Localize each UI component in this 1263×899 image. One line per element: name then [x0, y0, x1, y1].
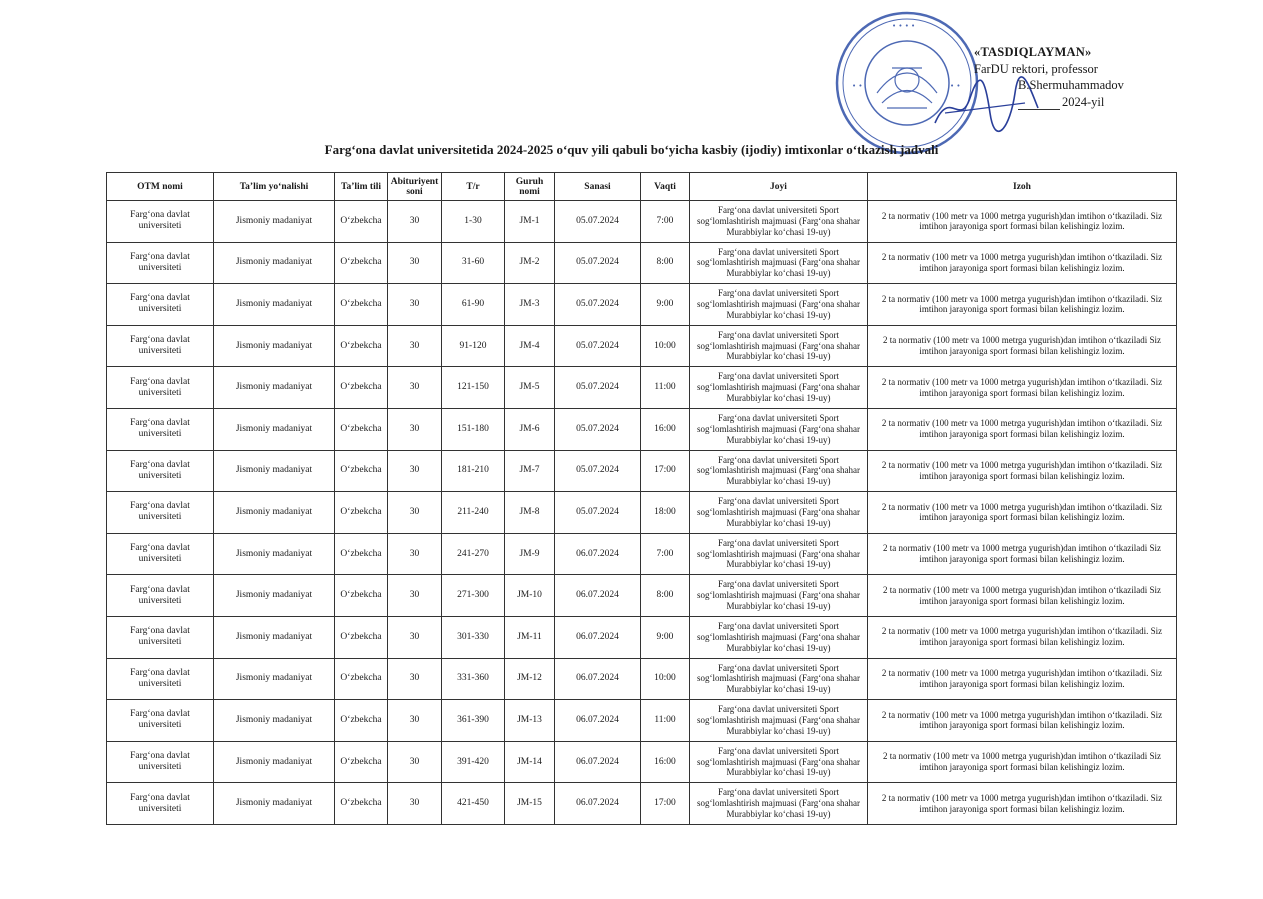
number-range-cell: 271-300 — [442, 575, 505, 617]
place-cell: Farg‘ona davlat universiteti Sport sog‘lomlashtirish majmuasi (Farg‘ona shahar Murabbiylar ko‘chasi 19-uy) — [690, 783, 868, 825]
date-cell: 06.07.2024 — [555, 700, 641, 742]
svg-text:• •: • • — [950, 82, 961, 90]
place-cell: Farg‘ona davlat universiteti Sport sog‘lomlashtirish majmuasi (Farg‘ona shahar Murabbiylar ko‘chasi 19-uy) — [690, 325, 868, 367]
note-cell: 2 ta normativ (100 metr va 1000 metrga yugurish)dan imtihon o‘tkaziladi. Siz imtihon jarayoniga sport formasi bilan kelishingiz lozim. — [868, 284, 1177, 326]
time-cell: 10:00 — [641, 325, 690, 367]
otm-cell: Farg‘ona davlat universiteti — [107, 533, 214, 575]
header-place: Joyi — [690, 173, 868, 201]
table-row — [107, 284, 1177, 326]
table-row — [107, 533, 1177, 575]
svg-text:• • • •: • • • • — [892, 22, 916, 30]
header-direction: Ta’lim yo‘nalishi — [214, 173, 335, 201]
group-cell: JM-9 — [505, 533, 555, 575]
time-cell: 16:00 — [641, 741, 690, 783]
time-cell: 11:00 — [641, 700, 690, 742]
number-range-cell: 91-120 — [442, 325, 505, 367]
approval-date-line — [966, 94, 1124, 111]
language-cell: O‘zbekcha — [335, 700, 388, 742]
date-cell: 06.07.2024 — [555, 783, 641, 825]
time-cell: 11:00 — [641, 367, 690, 409]
group-cell: JM-10 — [505, 575, 555, 617]
note-cell: 2 ta normativ (100 metr va 1000 metrga yugurish)dan imtihon o‘tkaziladi. Siz imtihon jarayoniga sport formasi bilan kelishingiz lozim. — [868, 783, 1177, 825]
date-cell: 06.07.2024 — [555, 741, 641, 783]
approval-position: FarDU rektori, professor — [974, 61, 1098, 76]
table-row — [107, 492, 1177, 534]
header-date: Sanasi — [555, 173, 641, 201]
date-blank — [1018, 97, 1060, 110]
applicants-cell: 30 — [388, 783, 442, 825]
language-cell: O‘zbekcha — [335, 616, 388, 658]
number-range-cell: 331-360 — [442, 658, 505, 700]
note-cell: 2 ta normativ (100 metr va 1000 metrga yugurish)dan imtihon o‘tkaziladi Siz imtihon jarayoniga sport formasi bilan kelishingiz lozim. — [868, 741, 1177, 783]
document-title: Farg‘ona davlat universitetida 2024-2025 o‘quv yili qabuli bo‘yicha kasbiy (ijodiy) imtixonlar o‘tkazish jadvali — [324, 142, 939, 157]
otm-cell: Farg‘ona davlat universiteti — [107, 284, 214, 326]
language-cell: O‘zbekcha — [335, 533, 388, 575]
language-cell: O‘zbekcha — [335, 658, 388, 700]
table-row — [107, 741, 1177, 783]
language-cell: O‘zbekcha — [335, 408, 388, 450]
language-cell: O‘zbekcha — [335, 367, 388, 409]
note-cell: 2 ta normativ (100 metr va 1000 metrga yugurish)dan imtihon o‘tkaziladi. Siz imtihon jarayoniga sport formasi bilan kelishingiz lozim. — [868, 616, 1177, 658]
group-cell: JM-1 — [505, 201, 555, 243]
time-cell: 8:00 — [641, 242, 690, 284]
note-cell: 2 ta normativ (100 metr va 1000 metrga yugurish)dan imtihon o‘tkaziladi. Siz imtihon jarayoniga sport formasi bilan kelishingiz lozim. — [868, 367, 1177, 409]
table-row — [107, 783, 1177, 825]
language-cell: O‘zbekcha — [335, 284, 388, 326]
otm-cell: Farg‘ona davlat universiteti — [107, 492, 214, 534]
time-cell: 18:00 — [641, 492, 690, 534]
date-cell: 06.07.2024 — [555, 533, 641, 575]
applicants-cell: 30 — [388, 575, 442, 617]
time-cell: 10:00 — [641, 658, 690, 700]
header-number: T/r — [442, 173, 505, 201]
time-cell: 9:00 — [641, 616, 690, 658]
direction-cell: Jismoniy madaniyat — [214, 450, 335, 492]
place-cell: Farg‘ona davlat universiteti Sport sog‘lomlashtirish majmuasi (Farg‘ona shahar Murabbiylar ko‘chasi 19-uy) — [690, 658, 868, 700]
time-cell: 17:00 — [641, 450, 690, 492]
place-cell: Farg‘ona davlat universiteti Sport sog‘lomlashtirish majmuasi (Farg‘ona shahar Murabbiylar ko‘chasi 19-uy) — [690, 367, 868, 409]
date-cell: 05.07.2024 — [555, 450, 641, 492]
header-note: Izoh — [868, 173, 1177, 201]
place-cell: Farg‘ona davlat universiteti Sport sog‘lomlashtirish majmuasi (Farg‘ona shahar Murabbiylar ko‘chasi 19-uy) — [690, 533, 868, 575]
table-row — [107, 658, 1177, 700]
applicants-cell: 30 — [388, 741, 442, 783]
date-cell: 05.07.2024 — [555, 325, 641, 367]
number-range-cell: 181-210 — [442, 450, 505, 492]
place-cell: Farg‘ona davlat universiteti Sport sog‘lomlashtirish majmuasi (Farg‘ona shahar Murabbiylar ko‘chasi 19-uy) — [690, 450, 868, 492]
date-cell: 05.07.2024 — [555, 408, 641, 450]
otm-cell: Farg‘ona davlat universiteti — [107, 325, 214, 367]
number-range-cell: 421-450 — [442, 783, 505, 825]
direction-cell: Jismoniy madaniyat — [214, 575, 335, 617]
note-cell: 2 ta normativ (100 metr va 1000 metrga yugurish)dan imtihon o‘tkaziladi. Siz imtihon jarayoniga sport formasi bilan kelishingiz lozim. — [868, 201, 1177, 243]
otm-cell: Farg‘ona davlat universiteti — [107, 783, 214, 825]
language-cell: O‘zbekcha — [335, 741, 388, 783]
table-body — [107, 201, 1177, 825]
applicants-cell: 30 — [388, 533, 442, 575]
table-row — [107, 325, 1177, 367]
place-cell: Farg‘ona davlat universiteti Sport sog‘lomlashtirish majmuasi (Farg‘ona shahar Murabbiylar ko‘chasi 19-uy) — [690, 575, 868, 617]
group-cell: JM-12 — [505, 658, 555, 700]
note-cell: 2 ta normativ (100 metr va 1000 metrga yugurish)dan imtihon o‘tkaziladi. Siz imtihon jarayoniga sport formasi bilan kelishingiz lozim. — [868, 492, 1177, 534]
group-cell: JM-2 — [505, 242, 555, 284]
place-cell: Farg‘ona davlat universiteti Sport sog‘lomlashtirish majmuasi (Farg‘ona shahar Murabbiylar ko‘chasi 19-uy) — [690, 741, 868, 783]
note-cell: 2 ta normativ (100 metr va 1000 metrga yugurish)dan imtihon o‘tkaziladi. Siz imtihon jarayoniga sport formasi bilan kelishingiz lozim. — [868, 242, 1177, 284]
direction-cell: Jismoniy madaniyat — [214, 284, 335, 326]
note-cell: 2 ta normativ (100 metr va 1000 metrga yugurish)dan imtihon o‘tkaziladi. Siz imtihon jarayoniga sport formasi bilan kelishingiz lozim. — [868, 658, 1177, 700]
place-cell: Farg‘ona davlat universiteti Sport sog‘lomlashtirish majmuasi (Farg‘ona shahar Murabbiylar ko‘chasi 19-uy) — [690, 242, 868, 284]
date-cell: 06.07.2024 — [555, 575, 641, 617]
group-cell: JM-15 — [505, 783, 555, 825]
number-range-cell: 121-150 — [442, 367, 505, 409]
direction-cell: Jismoniy madaniyat — [214, 201, 335, 243]
table-header-row — [107, 173, 1177, 201]
group-cell: JM-6 — [505, 408, 555, 450]
date-cell: 06.07.2024 — [555, 616, 641, 658]
group-cell: JM-3 — [505, 284, 555, 326]
language-cell: O‘zbekcha — [335, 201, 388, 243]
direction-cell: Jismoniy madaniyat — [214, 492, 335, 534]
group-cell: JM-7 — [505, 450, 555, 492]
table-row — [107, 575, 1177, 617]
direction-cell: Jismoniy madaniyat — [214, 700, 335, 742]
approval-name: B.Shermuhammadov — [1018, 78, 1124, 92]
note-cell: 2 ta normativ (100 metr va 1000 metrga yugurish)dan imtihon o‘tkaziladi Siz imtihon jarayoniga sport formasi bilan kelishingiz lozim. — [868, 533, 1177, 575]
place-cell: Farg‘ona davlat universiteti Sport sog‘lomlashtirish majmuasi (Farg‘ona shahar Murabbiylar ko‘chasi 19-uy) — [690, 408, 868, 450]
table-row — [107, 367, 1177, 409]
otm-cell: Farg‘ona davlat universiteti — [107, 575, 214, 617]
applicants-cell: 30 — [388, 658, 442, 700]
direction-cell: Jismoniy madaniyat — [214, 408, 335, 450]
table-row — [107, 408, 1177, 450]
header-otm: OTM nomi — [107, 173, 214, 201]
language-cell: O‘zbekcha — [335, 783, 388, 825]
exam-schedule-table — [106, 172, 1177, 825]
group-cell: JM-11 — [505, 616, 555, 658]
direction-cell: Jismoniy madaniyat — [214, 242, 335, 284]
time-cell: 7:00 — [641, 201, 690, 243]
applicants-cell: 30 — [388, 616, 442, 658]
number-range-cell: 361-390 — [442, 700, 505, 742]
applicants-cell: 30 — [388, 700, 442, 742]
direction-cell: Jismoniy madaniyat — [214, 783, 335, 825]
language-cell: O‘zbekcha — [335, 492, 388, 534]
direction-cell: Jismoniy madaniyat — [214, 325, 335, 367]
number-range-cell: 151-180 — [442, 408, 505, 450]
otm-cell: Farg‘ona davlat universiteti — [107, 658, 214, 700]
direction-cell: Jismoniy madaniyat — [214, 616, 335, 658]
time-cell: 17:00 — [641, 783, 690, 825]
otm-cell: Farg‘ona davlat universiteti — [107, 450, 214, 492]
table-row — [107, 616, 1177, 658]
place-cell: Farg‘ona davlat universiteti Sport sog‘lomlashtirish majmuasi (Farg‘ona shahar Murabbiylar ko‘chasi 19-uy) — [690, 284, 868, 326]
language-cell: O‘zbekcha — [335, 325, 388, 367]
date-cell: 06.07.2024 — [555, 658, 641, 700]
time-cell: 7:00 — [641, 533, 690, 575]
svg-text:• •: • • — [852, 82, 863, 90]
header-applicants: Abituriyent soni — [388, 173, 442, 201]
otm-cell: Farg‘ona davlat universiteti — [107, 408, 214, 450]
applicants-cell: 30 — [388, 284, 442, 326]
group-cell: JM-14 — [505, 741, 555, 783]
direction-cell: Jismoniy madaniyat — [214, 658, 335, 700]
direction-cell: Jismoniy madaniyat — [214, 533, 335, 575]
otm-cell: Farg‘ona davlat universiteti — [107, 242, 214, 284]
language-cell: O‘zbekcha — [335, 575, 388, 617]
applicants-cell: 30 — [388, 201, 442, 243]
number-range-cell: 241-270 — [442, 533, 505, 575]
applicants-cell: 30 — [388, 242, 442, 284]
place-cell: Farg‘ona davlat universiteti Sport sog‘lomlashtirish majmuasi (Farg‘ona shahar Murabbiylar ko‘chasi 19-uy) — [690, 201, 868, 243]
otm-cell: Farg‘ona davlat universiteti — [107, 616, 214, 658]
applicants-cell: 30 — [388, 325, 442, 367]
applicants-cell: 30 — [388, 408, 442, 450]
number-range-cell: 391-420 — [442, 741, 505, 783]
direction-cell: Jismoniy madaniyat — [214, 367, 335, 409]
approval-block — [966, 44, 1124, 110]
note-cell: 2 ta normativ (100 metr va 1000 metrga yugurish)dan imtihon o‘tkaziladi Siz imtihon jarayoniga sport formasi bilan kelishingiz lozim. — [868, 575, 1177, 617]
time-cell: 9:00 — [641, 284, 690, 326]
place-cell: Farg‘ona davlat universiteti Sport sog‘lomlashtirish majmuasi (Farg‘ona shahar Murabbiylar ko‘chasi 19-uy) — [690, 616, 868, 658]
date-cell: 05.07.2024 — [555, 201, 641, 243]
table-row — [107, 201, 1177, 243]
time-cell: 8:00 — [641, 575, 690, 617]
direction-cell: Jismoniy madaniyat — [214, 741, 335, 783]
header-group: Guruh nomi — [505, 173, 555, 201]
date-cell: 05.07.2024 — [555, 367, 641, 409]
note-cell: 2 ta normativ (100 metr va 1000 metrga yugurish)dan imtihon o‘tkaziladi. Siz imtihon jarayoniga sport formasi bilan kelishingiz lozim. — [868, 450, 1177, 492]
note-cell: 2 ta normativ (100 metr va 1000 metrga yugurish)dan imtihon o‘tkaziladi. Siz imtihon jarayoniga sport formasi bilan kelishingiz lozim. — [868, 700, 1177, 742]
number-range-cell: 211-240 — [442, 492, 505, 534]
applicants-cell: 30 — [388, 367, 442, 409]
otm-cell: Farg‘ona davlat universiteti — [107, 367, 214, 409]
language-cell: O‘zbekcha — [335, 450, 388, 492]
date-cell: 05.07.2024 — [555, 242, 641, 284]
header-time: Vaqti — [641, 173, 690, 201]
place-cell: Farg‘ona davlat universiteti Sport sog‘lomlashtirish majmuasi (Farg‘ona shahar Murabbiylar ko‘chasi 19-uy) — [690, 700, 868, 742]
otm-cell: Farg‘ona davlat universiteti — [107, 700, 214, 742]
number-range-cell: 1-30 — [442, 201, 505, 243]
table-row — [107, 450, 1177, 492]
approval-year: 2024-yil — [1062, 94, 1105, 109]
number-range-cell: 31-60 — [442, 242, 505, 284]
group-cell: JM-4 — [505, 325, 555, 367]
note-cell: 2 ta normativ (100 metr va 1000 metrga yugurish)dan imtihon o‘tkaziladi. Siz imtihon jarayoniga sport formasi bilan kelishingiz lozim. — [868, 408, 1177, 450]
date-cell: 05.07.2024 — [555, 492, 641, 534]
table-row — [107, 242, 1177, 284]
header-language: Ta’lim tili — [335, 173, 388, 201]
number-range-cell: 61-90 — [442, 284, 505, 326]
applicants-cell: 30 — [388, 450, 442, 492]
group-cell: JM-13 — [505, 700, 555, 742]
place-cell: Farg‘ona davlat universiteti Sport sog‘lomlashtirish majmuasi (Farg‘ona shahar Murabbiylar ko‘chasi 19-uy) — [690, 492, 868, 534]
applicants-cell: 30 — [388, 492, 442, 534]
language-cell: O‘zbekcha — [335, 242, 388, 284]
table-row — [107, 700, 1177, 742]
date-cell: 05.07.2024 — [555, 284, 641, 326]
note-cell: 2 ta normativ (100 metr va 1000 metrga yugurish)dan imtihon o‘tkaziladi Siz imtihon jarayoniga sport formasi bilan kelishingiz lozim. — [868, 325, 1177, 367]
number-range-cell: 301-330 — [442, 616, 505, 658]
otm-cell: Farg‘ona davlat universiteti — [107, 741, 214, 783]
group-cell: JM-8 — [505, 492, 555, 534]
otm-cell: Farg‘ona davlat universiteti — [107, 201, 214, 243]
group-cell: JM-5 — [505, 367, 555, 409]
time-cell: 16:00 — [641, 408, 690, 450]
approval-title: «TASDIQLAYMAN» — [974, 45, 1092, 59]
